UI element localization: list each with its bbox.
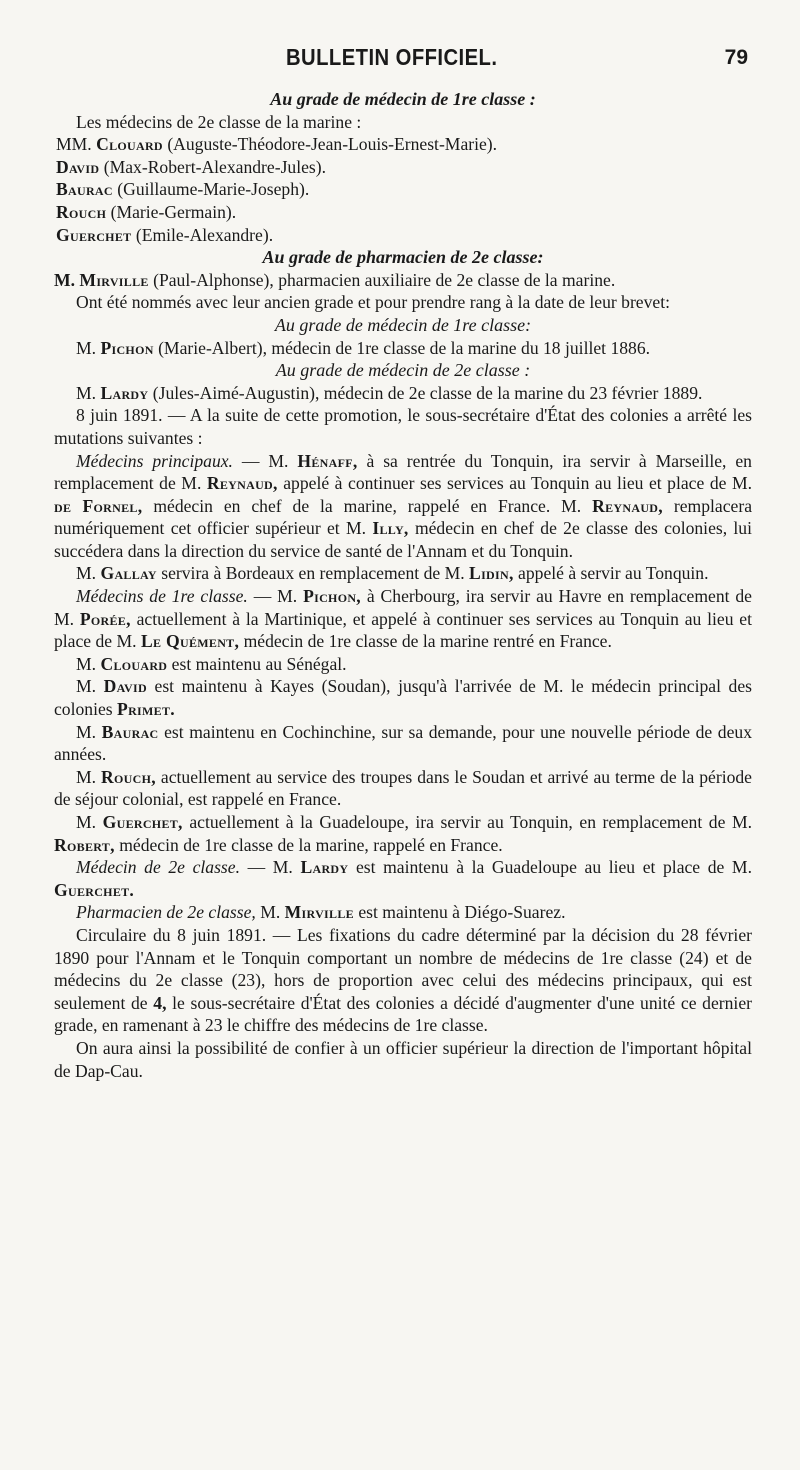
paragraph-pichon: M. Pichon (Marie-Albert), médecin de 1re classe de la marine du 18 juillet 1886. — [76, 337, 651, 358]
section-heading-medecin-1re: Au grade de médecin de 1re classe : — [270, 89, 536, 109]
running-head — [54, 44, 752, 88]
list-item: Rouch (Marie-Germain). — [56, 201, 237, 222]
paragraph-lardy: M. Lardy (Jules-Aimé-Augustin), médecin de 2e classe de la marine du 23 février 1889. — [76, 382, 703, 403]
journal-title: BULLETIN OFFICIEL. — [286, 44, 498, 70]
promotion-list — [54, 133, 752, 246]
paragraph-gallay: M. Gallay servira à Bordeaux en remplacement de M. Lidin, appelé à servir au Tonquin. — [76, 563, 709, 584]
paragraph-medecins-1re-classe: Médecins de 1re classe. — M. Pichon, à Cherbourg, ira servir au Havre en remplacement de M. Porée, actuellement à la Martinique, et appelé à continuer ses services au Tonquin au lieu et place de M. Le Quément, médecin de 1re classe de la marine rentré en France. — [54, 586, 752, 652]
paragraph-mirville: M. Mirville (Paul-Alphonse), pharmacien auxiliaire de 2e classe de la marine. — [54, 269, 616, 290]
section-heading-medecin-1re-b: Au grade de médecin de 1re classe: — [274, 314, 532, 335]
paragraph-medecins-principaux: Médecins principaux. — M. Hénaff, à sa rentrée du Tonquin, ira servir à Marseille, en remplacement de M. Reynaud, appelé à continuer ses services au Tonquin au lieu et place de M. de Fornel, médecin en chef de la marine, rappelé en France. M. Reynaud, remplacera numériquement cet officier supérieur et M. Illy, médecin en chef de 2e classe des colonies, lui succédera dans la direction du service de santé de l'Annam et du Tonquin. — [54, 450, 753, 561]
document-body — [54, 88, 752, 1082]
paragraph-baurac: M. Baurac est maintenu en Cochinchine, sur sa demande, pour une nouvelle période de deux années. — [54, 721, 752, 765]
section1-intro: Les médecins de 2e classe de la marine : — [76, 111, 362, 132]
section-heading-medecin-2e: Au grade de médecin de 2e classe : — [275, 360, 531, 381]
paragraph-rouch: M. Rouch, actuellement au service des troupes dans le Soudan et arrivé au terme de la période de séjour colonial, est rappelé en France. — [54, 766, 752, 810]
paragraph-medecin-2e-classe: Médecin de 2e classe. — M. Lardy est maintenu à la Guadeloupe au lieu et place de M. Guerchet. — [54, 857, 752, 900]
paragraph-david: M. David est maintenu à Kayes (Soudan), jusqu'à l'arrivée de M. le médecin principal des colonies Primet. — [54, 676, 752, 720]
list-item: MM. Clouard (Auguste-Théodore-Jean-Louis-Ernest-Marie). — [56, 134, 498, 155]
paragraph-pharmacien-2e-classe: Pharmacien de 2e classe, M. Mirville est maintenu à Diégo-Suarez. — [76, 902, 566, 923]
list-item: David (Max-Robert-Alexandre-Jules). — [56, 156, 327, 177]
paragraph-clouard: M. Clouard est maintenu au Sénégal. — [76, 653, 347, 674]
paragraph-decision: 8 juin 1891. — A la suite de cette promotion, le sous-secrétaire d'État des colonies a arrêté les mutations suivantes : — [54, 405, 752, 448]
paragraph-circulaire: Circulaire du 8 juin 1891. — Les fixations du cadre déterminé par la décision du 28 février 1890 pour l'Annam et le Tonquin comportant un nombre de médecins de 1re classe (24) et de médecins du 2e classe (23), hors de proportion avec celui des médecins principaux, qui est seulement de 4, le sous-secrétaire d'État des colonies a décidé d'augmenter d'une unité ce dernier grade, en ramenant à 23 le chiffre des médecins de 1re classe. — [54, 924, 752, 1036]
paragraph-nommes-note: Ont été nommés avec leur ancien grade et pour prendre rang à la date de leur brevet: — [76, 292, 670, 313]
page-number: 79 — [724, 46, 748, 69]
list-item: Baurac (Guillaume-Marie-Joseph). — [56, 179, 310, 200]
list-item: Guerchet (Emile-Alexandre). — [56, 224, 274, 245]
paragraph-final: On aura ainsi la possibilité de confier à un officier supérieur la direction de l'important hôpital de Dap-Cau. — [54, 1037, 752, 1081]
paragraph-guerchet: M. Guerchet, actuellement à la Guadeloupe, ira servir au Tonquin, en remplacement de M. Robert, médecin de 1re classe de la marine, rappelé en France. — [54, 812, 752, 855]
section-heading-pharmacien-2e: Au grade de pharmacien de 2e classe: — [262, 247, 544, 268]
